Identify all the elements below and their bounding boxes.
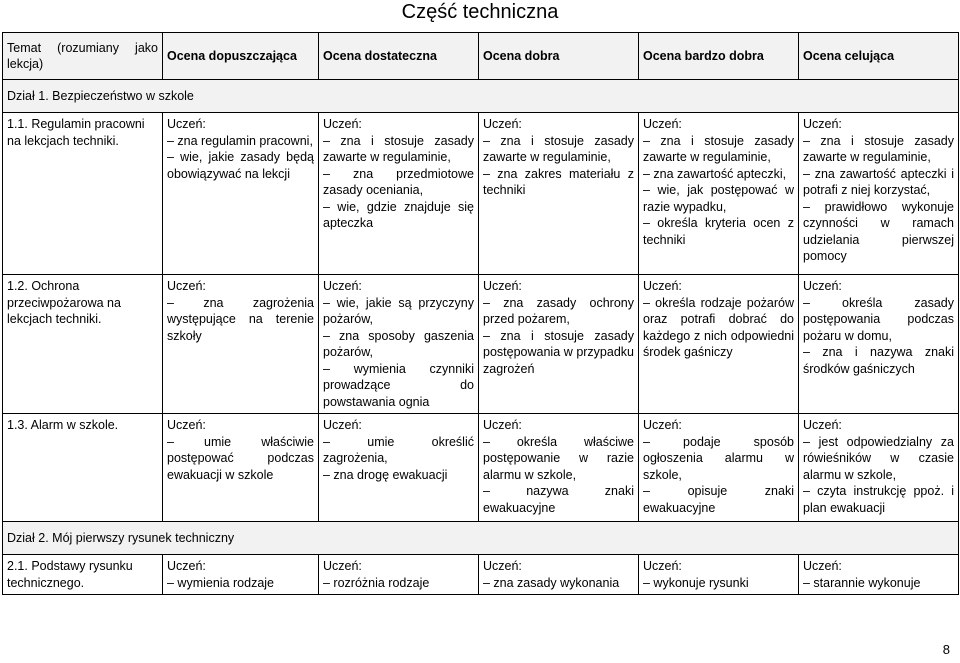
cell-head: Uczeń: [483, 559, 522, 573]
cell-item: – zna przedmiotowe zasady oceniania, [323, 166, 474, 197]
cell-item: – zna zawartość apteczki i potrafi z niej korzystać, [803, 166, 954, 197]
header-topic: Temat (rozumiany jako lekcja) [3, 33, 163, 80]
header-grade-5: Ocena celująca [799, 33, 959, 80]
cell-item: – zna sposoby gaszenia pożarów, [323, 328, 474, 359]
page-title: Część techniczna [401, 1, 559, 23]
cell-item: – wymienia rodzaje [167, 575, 274, 590]
cell-head: Uczeń: [643, 559, 682, 573]
cell-head: Uczeń: [167, 117, 206, 131]
cell-head: Uczeń: [167, 418, 206, 432]
header-row [3, 33, 959, 80]
cell-head: Uczeń: [483, 418, 522, 432]
cell-head: Uczeń: [323, 279, 362, 293]
topic-name: 1.2. Ochrona przeciwpożarowa na lekcjach techniki. [3, 275, 163, 414]
cell-head: Uczeń: [323, 418, 362, 432]
cell-item: – wie, jak postępować w razie wypadku, [643, 183, 794, 214]
cell-item: – zna i nazywa znaki środków gaśniczych [803, 345, 954, 376]
cell-item: – wykonuje rysunki [643, 575, 749, 590]
cell-head: Uczeń: [323, 117, 362, 131]
section-row [3, 80, 959, 113]
cell-item: – rozróżnia rodzaje [323, 575, 430, 590]
cell-item: – prawidłowo wykonuje czynności w ramach udzielania pierwszej pomocy [803, 199, 954, 263]
cell-item: – jest odpowiedzialny za rówieśników w czasie alarmu w szkole, [803, 434, 954, 482]
cell-head: Uczeń: [803, 559, 842, 573]
cell-item: – zna i stosuje zasady zawarte w regulaminie, [483, 133, 634, 164]
cell-head: Uczeń: [483, 279, 522, 293]
cell-item: – nazywa znaki ewakuacyjne [483, 484, 634, 515]
cell-item: – zna i stosuje zasady zawarte w regulaminie, [643, 133, 794, 164]
cell-head: Uczeń: [643, 117, 682, 131]
cell-head: Uczeń: [167, 559, 206, 573]
header-grade-1: Ocena dopuszczająca [163, 33, 319, 80]
table-row [3, 275, 959, 414]
cell-item: – zna drogę ewakuacji [323, 467, 448, 482]
cell-head: Uczeń: [643, 418, 682, 432]
cell-item: – wymienia czynniki prowadzące do powstawania ognia [323, 361, 474, 409]
grading-table [2, 32, 959, 595]
topic-name: 2.1. Podstawy rysunku technicznego. [3, 555, 163, 595]
topic-name: 1.1. Regulamin pracowni na lekcjach techniki. [3, 113, 163, 275]
cell-item: – wie, gdzie znajduje się apteczka [323, 199, 474, 230]
cell-head: Uczeń: [483, 117, 522, 131]
cell-item: – wie, jakie zasady będą obowiązywać na lekcji [167, 150, 314, 181]
cell-item: – określa kryteria ocen z techniki [643, 216, 794, 247]
cell-item: – zna zasady ochrony przed pożarem, [483, 295, 634, 326]
section-label: Dział 1. Bezpieczeństwo w szkole [3, 80, 959, 113]
page-number: 8 [942, 642, 950, 657]
cell-item: – zna zasady wykonania [483, 575, 620, 590]
cell-item: – starannie wykonuje [803, 575, 921, 590]
cell-item: – określa właściwe postępowanie w razie alarmu w szkole, [483, 434, 634, 482]
topic-name: 1.3. Alarm w szkole. [3, 414, 163, 522]
table-row [3, 555, 959, 595]
cell-item: – określa zasady postępowania podczas pożaru w domu, [803, 295, 954, 343]
table-row [3, 414, 959, 522]
cell-item: – umie właściwie postępować podczas ewakuacji w szkole [167, 434, 314, 482]
cell-item: – podaje sposób ogłoszenia alarmu w szkole, [643, 434, 794, 482]
cell-item: – zna i stosuje zasady zawarte w regulaminie, [803, 133, 954, 164]
section-row [3, 522, 959, 555]
cell-item: – określa rodzaje pożarów oraz potrafi dobrać do każdego z nich odpowiedni środek gaśniczy [643, 295, 794, 359]
cell-head: Uczeń: [643, 279, 682, 293]
cell-item: – zna zawartość apteczki, [643, 166, 787, 181]
cell-item: – zna i stosuje zasady zawarte w regulaminie, [323, 133, 474, 164]
cell-item: – czyta instrukcję ppoż. i plan ewakuacji [803, 484, 954, 515]
header-grade-2: Ocena dostateczna [319, 33, 479, 80]
cell-item: – zna zagrożenia występujące na terenie szkoły [167, 295, 314, 343]
cell-item: – umie określić zagrożenia, [323, 434, 474, 465]
header-grade-3: Ocena dobra [479, 33, 639, 80]
cell-head: Uczeń: [323, 559, 362, 573]
cell-head: Uczeń: [803, 117, 842, 131]
cell-item: – opisuje znaki ewakuacyjne [643, 484, 794, 515]
header-grade-4: Ocena bardzo dobra [639, 33, 799, 80]
cell-head: Uczeń: [803, 418, 842, 432]
cell-item: – wie, jakie są przyczyny pożarów, [323, 295, 474, 326]
table-row [3, 113, 959, 275]
cell-item: – zna regulamin pracowni, [167, 133, 313, 148]
cell-item: – zna zakres materiału z techniki [483, 166, 634, 197]
cell-head: Uczeń: [167, 279, 206, 293]
cell-item: – zna i stosuje zasady postępowania w przypadku zagrożeń [483, 328, 634, 376]
section-label: Dział 2. Mój pierwszy rysunek techniczny [3, 522, 959, 555]
cell-head: Uczeń: [803, 279, 842, 293]
